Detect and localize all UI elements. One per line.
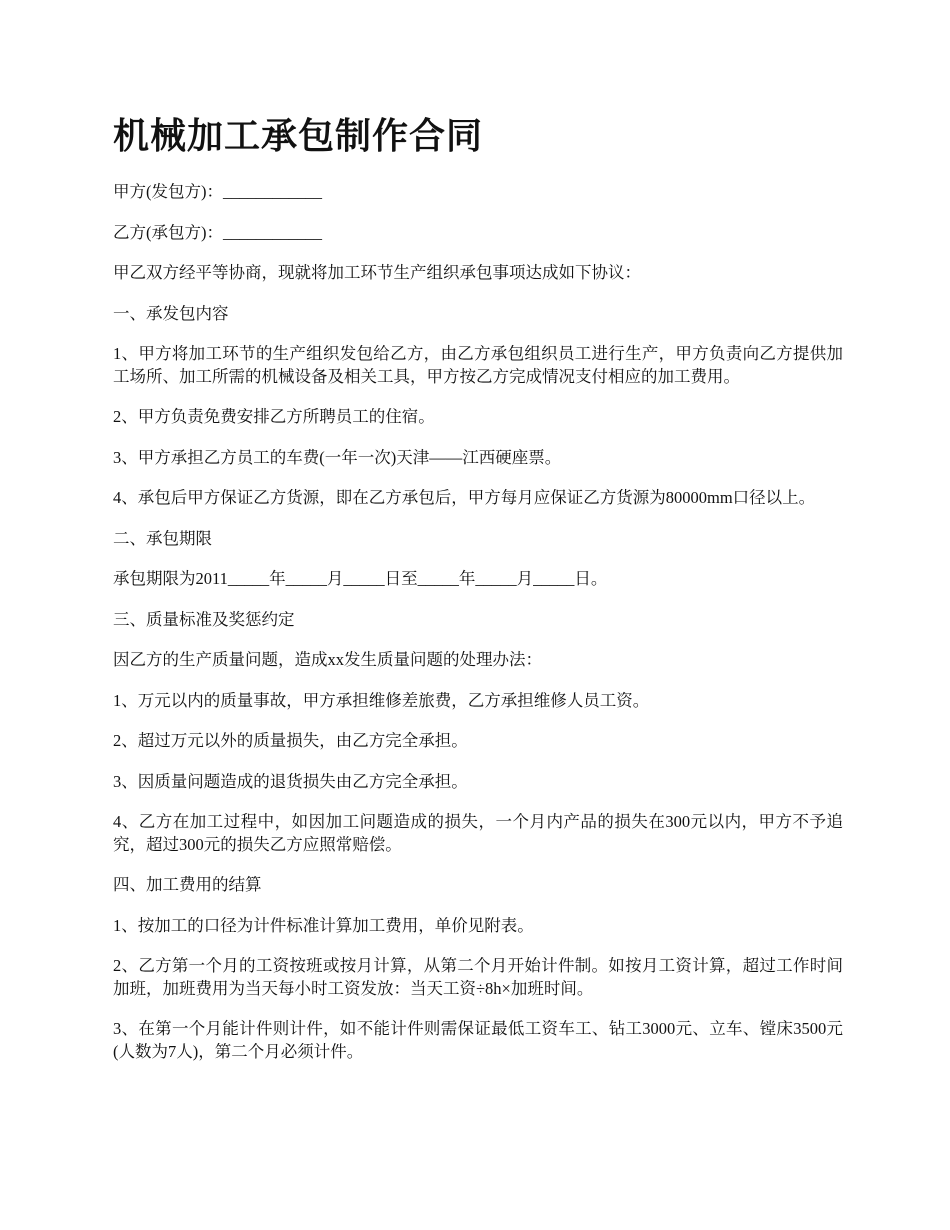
section-heading-2: 二、承包期限 <box>113 528 212 548</box>
clause-4-3: 3、在第一个月能计件则计件，如不能计件则需保证最低工资车工、钻工3000元、立车、镗床3500元(人数为7人)，第二个月必须计件。 <box>113 1019 843 1061</box>
clause-3-1: 1、万元以内的质量事故，甲方承担维修差旅费，乙方承担维修人员工资。 <box>113 690 650 710</box>
clause-4-2: 2、乙方第一个月的工资按班或按月计算，从第二个月开始计件制。如按月工资计算，超过工作时间加班，加班费用为当天每小时工资发放：当天工资÷8h×加班时间。 <box>113 956 843 998</box>
clause-1-4: 4、承包后甲方保证乙方货源，即在乙方承包后，甲方每月应保证乙方货源为80000mm口径以上。 <box>113 488 816 507</box>
document-title: 机械加工承包制作合同 <box>113 116 484 156</box>
clause-1-3: 3、甲方承担乙方员工的车费(一年一次)天津——江西硬座票。 <box>113 447 562 467</box>
section-heading-1: 一、承发包内容 <box>113 303 229 323</box>
clause-3-4: 4、乙方在加工过程中，如因加工问题造成的损失，一个月内产品的损失在300元以内，甲方不予追究，超过300元的损失乙方应照常赔偿。 <box>113 812 843 854</box>
clause-3-3: 3、因质量问题造成的退货损失由乙方完全承担。 <box>113 771 468 791</box>
clause-2-1: 承包期限为2011_____年_____月_____日至_____年_____月_____日。 <box>113 569 608 588</box>
preamble-paragraph: 甲乙双方经平等协商，现就将加工环节生产组织承包事项达成如下协议： <box>113 263 641 282</box>
clause-3-2: 2、超过万元以外的质量损失，由乙方完全承担。 <box>113 731 468 750</box>
clause-3-intro: 因乙方的生产质量问题，造成xx发生质量问题的处理办法： <box>113 650 542 669</box>
document-body <box>113 181 843 1081</box>
party-b-line: 乙方(承包方)：____________ <box>113 222 322 242</box>
section-heading-4: 四、加工费用的结算 <box>113 875 262 894</box>
party-a-line: 甲方(发包方)：____________ <box>113 182 322 201</box>
clause-4-1: 1、按加工的口径为计件标准计算加工费用，单价见附表。 <box>113 915 534 935</box>
section-heading-3: 三、质量标准及奖惩约定 <box>113 609 295 629</box>
clause-1-1: 1、甲方将加工环节的生产组织发包给乙方，由乙方承包组织员工进行生产，甲方负责向乙方提供加工场所、加工所需的机械设备及相关工具，甲方按乙方完成情况支付相应的加工费用。 <box>113 344 843 386</box>
clause-1-2: 2、甲方负责免费安排乙方所聘员工的住宿。 <box>113 407 435 426</box>
